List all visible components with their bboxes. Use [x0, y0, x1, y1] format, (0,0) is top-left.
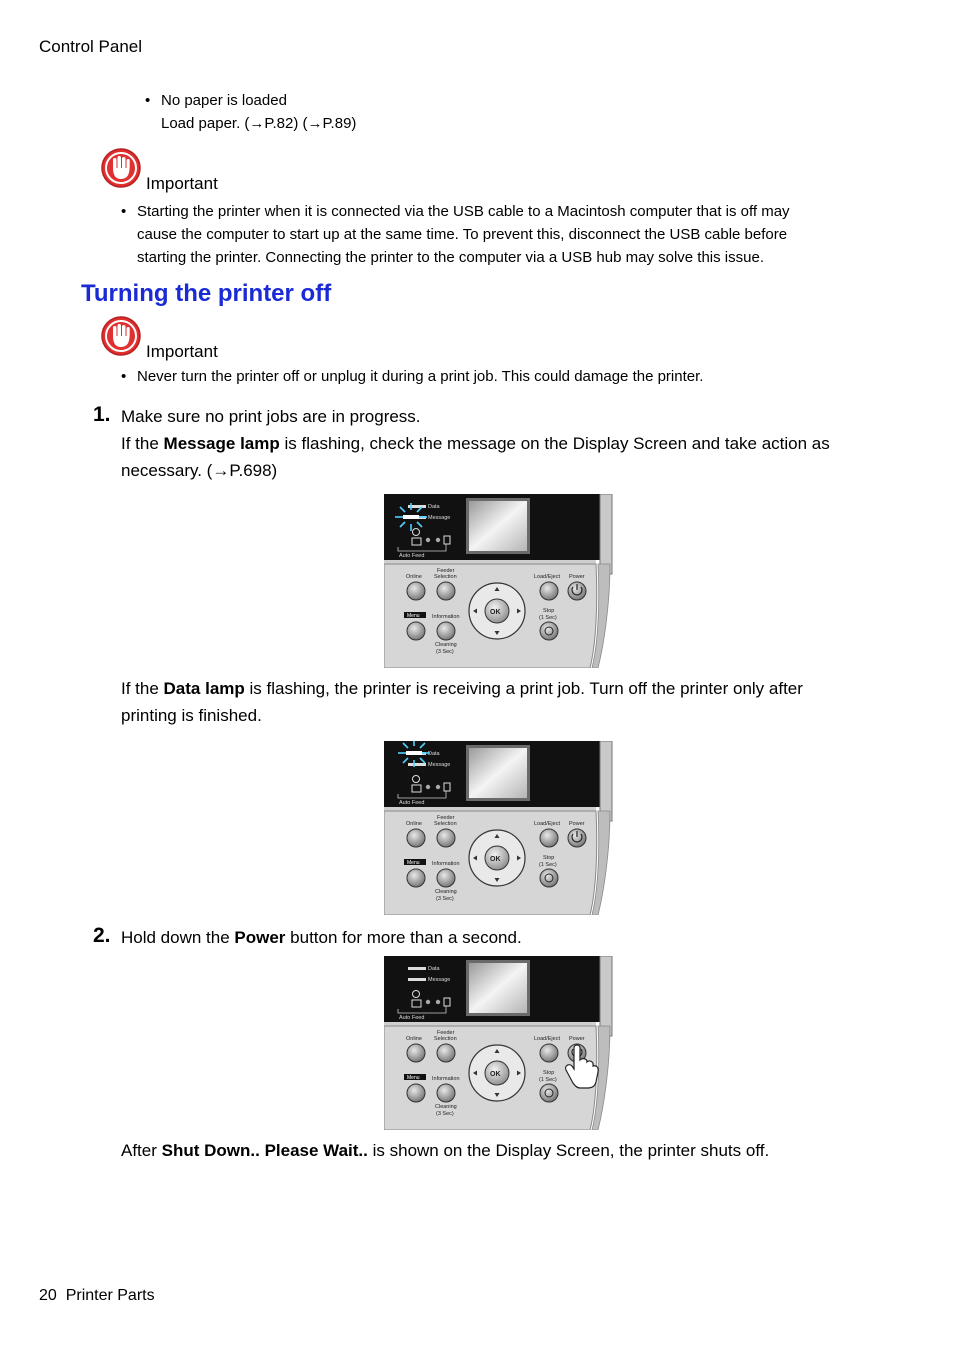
important-label: Important — [146, 342, 218, 361]
intro-bullet-line2: Load paper. (→P.82) (→P.89) — [161, 115, 357, 132]
important-stop-hand-icon — [101, 148, 141, 188]
important-note-2 — [121, 368, 704, 385]
step-number: 2. — [93, 924, 111, 947]
data-lamp-text — [121, 675, 881, 729]
page-footer — [39, 1287, 155, 1305]
control-panel-illustration-power — [384, 956, 614, 1130]
bullet-dot: • — [121, 368, 127, 385]
page-header: Control Panel — [39, 37, 143, 56]
bold-term: Power — [234, 928, 286, 947]
important-note-line: Starting the printer when it is connected via the USB cable to a Macintosh computer that is off may — [137, 203, 790, 220]
step2-text — [121, 924, 522, 951]
important-note-line: starting the printer. Connecting the printer to the computer via a USB hub may solve this issue. — [137, 249, 764, 266]
important-note-line: cause the computer to start up at the same time. To prevent this, disconnect the USB cable before — [137, 226, 788, 243]
bold-term: Data lamp — [163, 679, 245, 698]
bold-term: Message lamp — [163, 434, 280, 453]
page-number: 20 — [39, 1287, 57, 1304]
important-label: Important — [146, 174, 218, 193]
step1-text — [121, 403, 881, 484]
step1-line3: necessary. (→P.698) — [121, 461, 278, 480]
bullet-dot: • — [121, 203, 127, 220]
text-run: After — [121, 1141, 162, 1160]
intro-bullet — [145, 92, 357, 132]
step-number: 1. — [93, 403, 111, 426]
text-run: is flashing, the printer is receiving a print job. Turn off the printer only after — [244, 679, 803, 698]
data-lamp-line1 — [121, 675, 881, 702]
text-run: is shown on the Display Screen, the printer shuts off. — [367, 1141, 770, 1160]
step1-line2 — [121, 430, 881, 457]
text-run: button for more than a second. — [285, 928, 522, 947]
important-note-text: Never turn the printer off or unplug it during a print job. This could damage the printer. — [137, 368, 704, 385]
step1-line1: Make sure no print jobs are in progress. — [121, 407, 421, 426]
bold-term: Please Wait.. — [264, 1141, 368, 1160]
bullet-dot: • — [145, 92, 151, 109]
section-heading: Turning the printer off — [81, 280, 332, 307]
text-run: If the — [121, 679, 164, 698]
data-lamp-line2: printing is finished. — [121, 706, 262, 725]
important-note-1 — [121, 200, 877, 269]
footer-section: Printer Parts — [65, 1287, 155, 1304]
control-panel-illustration-data-lamp — [384, 741, 614, 915]
bold-term: Shut Down.. — [161, 1141, 260, 1160]
text-run: is flashing, check the message on the Display Screen and take action as — [279, 434, 830, 453]
control-panel-illustration-message-lamp — [384, 494, 614, 668]
intro-bullet-line1: No paper is loaded — [161, 92, 287, 109]
text-run: Hold down the — [121, 928, 235, 947]
important-stop-hand-icon — [101, 316, 141, 356]
after-text — [121, 1137, 769, 1164]
text-run: If the — [121, 434, 164, 453]
